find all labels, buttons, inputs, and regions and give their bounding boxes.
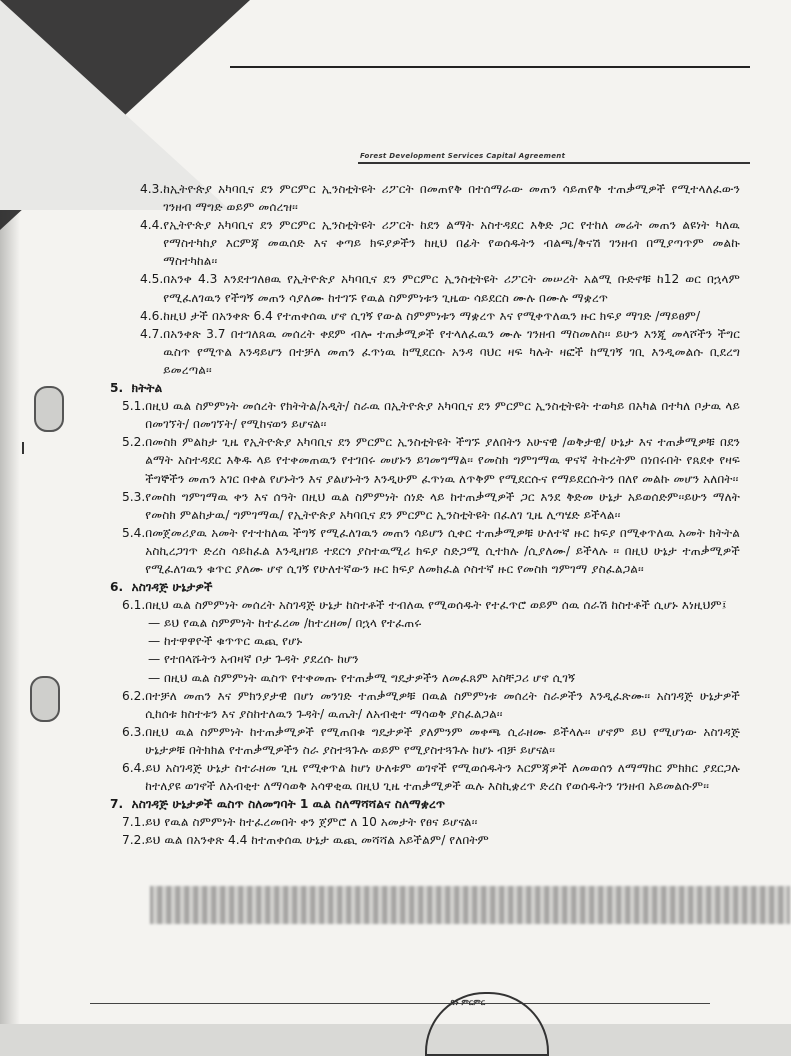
clause-text: በዚህ ዉል ስምምነት መሰረት የክትትል/አዲት/ ስራዉ በኢትዮጵያ አካባቢና ደን ምርምር ኢንስቲትዩት ተወካይ በአካል በተካለ ቦታዉ ላይ በመገኘት/ በመገኘት/ የሚከናወን ይሆናል፡፡ [145,399,740,432]
clause-item [110,578,740,596]
clause-number: 7.1. [122,815,146,830]
clause-text: ይህ የዉል ስምምነት ከተፈረመበት ቀን ጀምሮ ለ 10 አመታት የፀና ይሆናል፡፡ [145,815,478,830]
list-bullet-item: — ከተዋዋዮች ቁጥጥር ዉጪ የሆኑ [148,634,303,649]
clause-text: በአንቀጽ 3.7 በተገለጸዉ መሰረት ቀደም ብሎ ተጠቃሚዎች የተላለፈዉን ሙሉ ገንዘብ ማስመለስ፡፡ ይሁን እንጂ መላሾችን ችግር ዉስጥ የሚጥል እንዳይሆን በተቻለ መጠን ፈጥነዉ ከሚደርሱ አንዳ ባህር ዛፍ ካሉት ዛፎች ከሚገኝ ገቢ እንዲመልሱ ቢደረግ ይመረጣል፡፡ [163,326,740,377]
clause-text: በመስክ ምልከታ ጊዜ የኢትዮጵያ አካባቢና ደን ምርምር ኢንስቲትዩት ችግኙ ያለበትን አሁናዊ /ወቅታዊ/ ሁኔታ እና ተጠቃሚዎቹ በደን ልማት አስተዳደር እቅዱ ላይ የተቀመጠዉን የተገበሩ መሆኑን ይገመግማል፡፡ የመስክ ግምገማዉ ዋናኛ ትኩረትም በነበሩበት የጸደቀ የዛፍ ችግኞችን መጠን አገር በቀል የሆኑትን እና ያልሆኑትን እንዲሁም ፈጥነዉ ለጥቅም የሚደርሱና የማይደርሱትን በለየ መልኩ መሆን አለበት፡፡ [145,435,740,486]
clause-number: 6.1. [122,598,146,613]
clause-text: ከዚህ ታች በአንቀጽ 6.4 የተጠቀሰዉ ሆኖ ሲገኝ የውል ስምምነቱን ማቋረጥ እና የሚቀጥለዉን ዙር ክፍያ ማገድ /ማይፀም/ [163,308,701,323]
clause-number: 4.5. [140,272,164,287]
clause-item [122,433,740,487]
clause-text: በዚህ ዉል ስምምነት ከተጠቃሚዎች የሚጠበቁ ግዴታዎች ያለምንም መቀጫ ሲራዘሙ ይችላሉ፡፡ ሆኖም ይህ የሚሆነው አስገዳጅ ሁኔታዎቹ በትክክል የተጠቃሚዎችን ስራ ያስተጓጉሉ ወይም የሚያስተጓጉሉ ከሆኑ ብቻ ይሆናል፡፡ [145,724,740,757]
punch-hole-upper [34,386,64,432]
clause-number: 6.3. [122,724,146,739]
clause-text: በመጀመሪያዉ አመት የተተከለዉ ችግኝ የሚፈለገዉን መጠን ሳይሆን ሲቀር ተጠቃሚዎቹ ሁለተኛ ዙር ክፍያ በሚቀጥለዉ አመት ክትትል አስኪረጋገጥ ድረስ ሳይከፈል እንዲዘገይ ተደርጎ ያስተዉሚሪ ክፍያ ስድጋሚ ሲተክሉ /ሲያለሙ/ ይችላሉ ፡፡ በዚህ ሁኔታ ተጠቃሚዎች የሚፈለገዉን ቁጥር ያለሙ ሆኖ ሲገኝ የሁለተኛውን ዙር ክፍያ ለመክፈል ሶስተኛ ዙር የመስክ ግምገማ ያስፈልጋል፡፡ [145,525,740,576]
clause-number: 5.4. [122,525,146,540]
running-header: Forest Development Services Capital Agreement [360,152,566,160]
clause-item [122,596,740,614]
clause-item [140,307,740,325]
clause-item [110,379,740,397]
clause-item [140,325,740,379]
clause-item [122,759,740,795]
clause-text: በዚህ ዉል ስምምነት መሰረት አስገዳጅ ሁኔታ ከስተቶች ተብለዉ የሚወሰዱት የተፈጥሮ ወይም ሰዉ ሰራሽ ከስተቶች ሲሆኑ እነዚህም፤ [145,598,727,613]
clause-text: የመስክ ግምገማዉ ቀን እና ሰዓት በዚህ ዉል ስምምነት ሰነድ ላይ ከተጠቃሚዎች ጋር እንደ ቅድመ ሁኔታ አይወሰድም፡፡ይሁን ማለት የመስክ ምልከታዉ/ ግምገማዉ/ የኢትዮጵያ አካባቢና ደን ምርምር ኢንስቲትዩት በፈለገ ጊዜ ሊጣሄድ ይችላል፡፡ [145,489,740,522]
header-rule [358,162,750,164]
clause-item [122,397,740,433]
clause-item [122,488,740,524]
clause-text: ክትትል [131,381,163,396]
list-bullet-item: — ይህ የዉል ስምምነት ከተፈረመ /ከተረዘመ/ በኋላ የተፈጠሩ [148,616,422,631]
clause-number: 4.3. [140,182,164,196]
document-body [100,180,740,849]
clause-number: 4.7. [140,326,164,341]
clause-text: ይህ ዉል በአንቀጽ 4.4 ከተጠቀሰዉ ሁኔታ ዉጪ መሻሻል አይችልም/ የለበትም [145,833,489,848]
clause-text: በአንቀ 4.3 እንደተገለፀዉ የኢትዮጵያ አካባቢና ደን ምርምር ኢንስቲትዩት ሪፖርት መሠረት አልሚ ቡድኖቹ ከ12 ወር በኋላም የሚፈለገዉን የችግኝ መጠን ሳያለሙ ከተገኙ የዉል ስምምነቱን ጊዜው ሳይደርስ ሙሉ በሙሉ ማቋረጥ [163,272,740,305]
clause-number: 6.2. [122,688,146,703]
clause-item [122,831,740,849]
clause-number: 7.2. [122,833,146,848]
clause-number: 5.1. [122,399,146,414]
clause-text: የኢትዮጵያ አካባቢና ደን ምርምር ኢንስቲትዩት ሪፖርት ከደን ልማት አስተዳደር እቅድ ጋር የተከለ መሬት መጠን ልዩነት ካለዉ የማስተካከያ እርምጃ መዉሰድ እና ቀጣይ ክፍያዎችን ከዚህ በፊት የወሰዱትን ብልጫ/ቅናሽ ገንዘብ በሚያጣጥም መልኩ ማስተካከል፡፡ [163,218,740,269]
list-bullet-item: — በዚህ ዉል ስምምነት ዉስጥ የተቀመጡ የተጠቃሚ ግዴታዎችን ለመፈጸም አስቸጋሪ ሆኖ ሲገኝ [148,670,576,685]
clause-number: 5.3. [122,489,146,504]
official-stamp [425,992,549,1056]
clause-item [110,795,740,813]
clause-item [140,216,740,270]
clause-text: በተቻለ መጠን እና ምክንያታዊ በሆነ መንገድ ተጠቃሚዎቹ በዉል ስምምነቱ መሰረት ስራዎችን እንዲፈጽሙ፡፡ አስገዳጅ ሁኔታዎች ሲከሰቱ ክስተቱን እና ያስከተለዉን ጉዳት/ ዉጤት/ ለአብቂተ ማሳወቅ ያስፈልጋል፡፡ [145,688,740,721]
clause-number: 7. [110,797,132,812]
clause-item [140,270,740,306]
list-bullet-item: — የተበላሹትን አብዛኛ ቦታ ጉዳት ያደረሱ ከሆን [148,652,359,667]
stamp-text: ደን ምርምር [450,998,486,1007]
scan-shadow [0,200,20,1024]
clause-item [122,687,740,723]
clause-text: አስገዳጅ ሁኔታዎች ዉስጥ ስለመግባት 1 ዉል ስለማሻሻልና ስለማቋረጥ [131,797,446,812]
clause-number: 5. [110,381,132,396]
clause-number: 4.4. [140,218,164,233]
clause-number: 6. [110,580,132,595]
clause-item [122,524,740,578]
clause-text: ይህ አስገዳጅ ሁኔታ ስተራዘመ ጊዜ የሚቀጥል ከሆነ ሁለቱም ወገኖች የሚወሰዱትን እርምጃዎች ለመወሰን ለማማከር ምክክር ያደርጋሉ ከተለያዩ ወገኖች ለአብቂተ ለማሳወቅ አሳዋቂዉ በዚህ ጊዜ ተጠቃሚዎች ዉሉ እስኪቋረጥ ድረስ የወሰዱትን ገንዘብ አይመልሱም፡፡ [145,761,740,794]
folded-corner [0,0,230,210]
bottom-rule [90,1003,710,1004]
pen-mark [22,442,24,454]
clause-number: 6.4. [122,761,146,775]
top-rule [230,66,750,68]
clause-item [122,813,740,831]
clause-item [140,180,740,216]
punch-hole-lower [30,676,60,722]
clause-number: 4.6. [140,308,164,323]
clause-text: ከኢትዮጵያ አካባቢና ደን ምርምር ኢንስቲትዩት ሪፖርት በመጠየቅ በተሰማራው መጠን ሳይጠየቅ ተጠቃሚዎች የሚተላለፈውን ገንዘብ ማግድ ወይም መሰረዝ፡፡ [163,182,740,215]
clause-item [122,723,740,759]
scan-smudge [150,886,790,924]
clause-text: አስገዳጅ ሁኔታዎች [131,580,213,595]
clause-number: 5.2. [122,435,146,450]
